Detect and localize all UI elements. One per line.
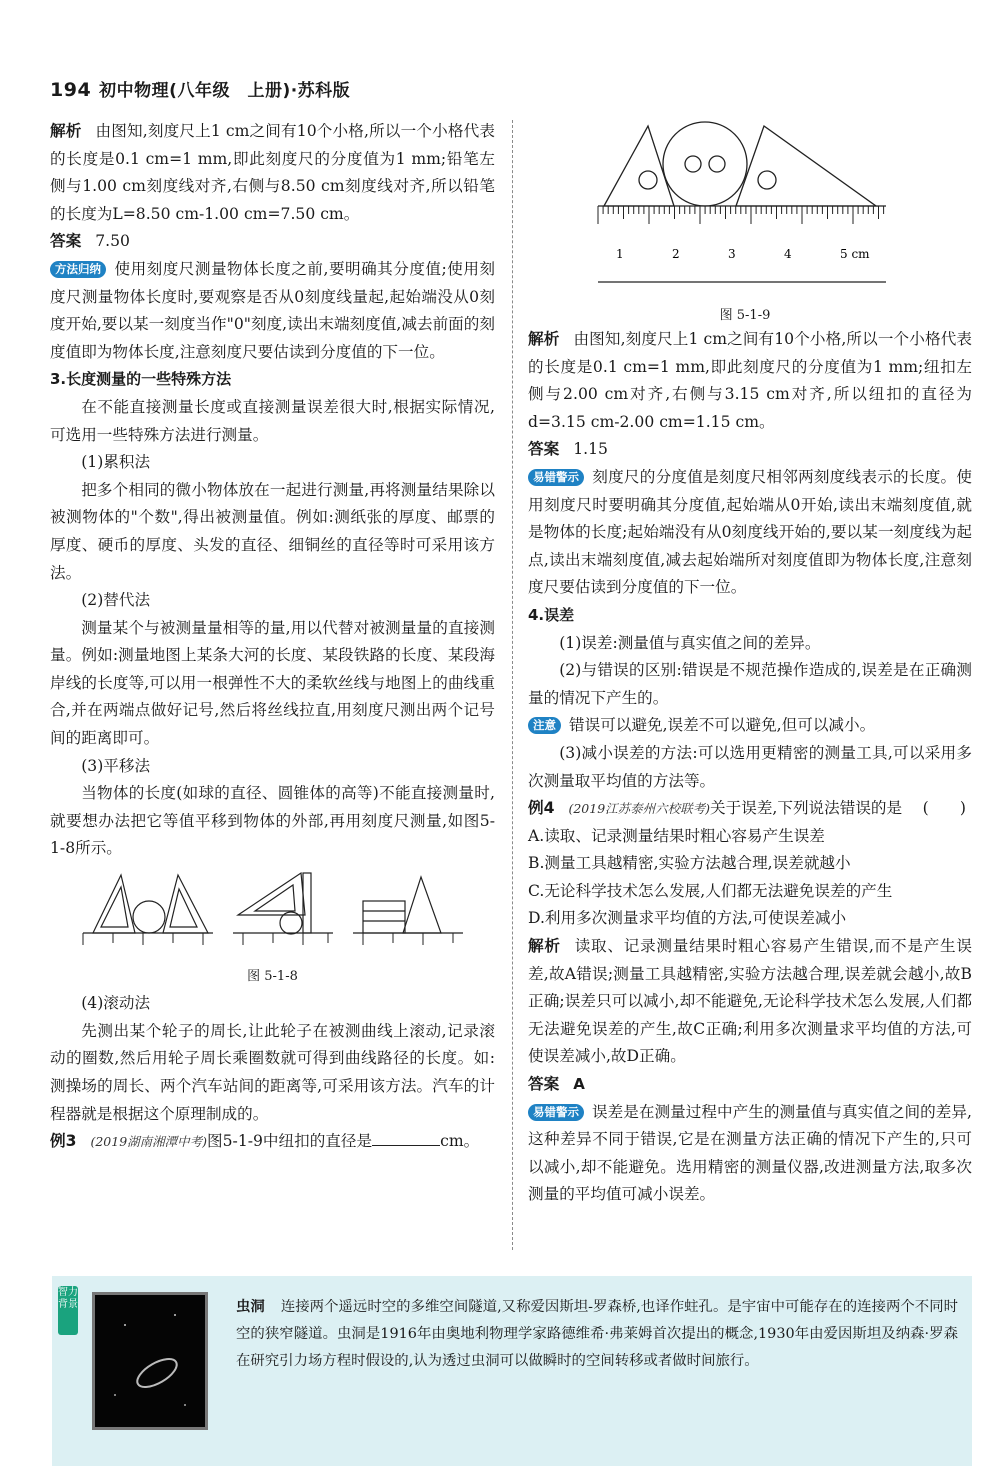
left-column [50,118,495,1156]
page-header [50,76,350,101]
tick-label: 5 cm [840,247,870,261]
warning-tag: 易错警示 [528,469,584,486]
error-point-3: (3)减小误差的方法:可以选用更精密的测量工具,可以采用多次测量取平均值的方法等。 [528,743,972,790]
tick-label: 3 [728,247,736,261]
answer-3: 答案 A [528,1075,585,1094]
wormhole-photo [92,1292,208,1430]
warning-2: 易错警示 误差是在测量过程中产生的测量值与真实值之间的差异,这种差异不同于错误,它是在测量方法正确的情况下产生的,只可以减小,却不能避免。选用精密的测量仪器,改进测量方法,取多次测量的平均值可减小误差。 [528,1102,972,1204]
answer-2: 答案 1.15 [528,440,608,459]
method-4-text: 先测出某个轮子的周长,让此轮子在被测曲线上滚动,记录滚动的圈数,然后用轮子周长乘圈数就可得到曲线路径的长度。如:测操场的周长、两个汽车站间的距离等,可采用该方法。汽车的计程器就是根据这个原理制成的。 [50,1021,495,1123]
error-point-1: (1)误差:测量值与真实值之间的差异。 [559,633,821,652]
method-1-text: 把多个相同的微小物体放在一起进行测量,再将测量结果除以被测物体的"个数",得出被测量值。例如:测纸张的厚度、邮票的厚度、硬币的厚度、头发的直径、细铜丝的直径等时可采用该方法。 [50,480,495,582]
analysis-1: 解析 由图知,刻度尺上1 cm之间有10个小格,所以一个小格代表的长度是0.1 cm=1 mm,即此刻度尺的分度值为1 mm;铅笔左侧与1.00 cm刻度线对齐,右侧与8.50 cm刻度线对齐,所以铅笔的长度为L=8.50 cm-1.00 cm=7.50 cm。 [50,122,495,223]
note-tag: 注意 [528,717,561,734]
page-number: 194 [50,79,92,101]
analysis-2: 解析 由图知,刻度尺上1 cm之间有10个小格,所以一个小格代表的长度是0.1 cm=1 mm,即此刻度尺的分度值为1 mm;纽扣左侧与2.00 cm对齐,右侧与3.15 cm对齐,所以纽扣的直径为d=3.15 cm-2.00 cm=1.15 cm。 [528,330,972,431]
note: 注意 错误可以避免,误差不可以避免,但可以减小。 [528,712,972,740]
tick-label: 4 [784,247,792,261]
background-knowledge-box [52,1276,972,1466]
method-2-text: 测量某个与被测量量相等的量,用以代替对被测量量的直接测量。例如:测量地图上某条大河的长度、某段铁路的长度、某段海岸线的长度等,可以用一根弹性不大的柔软丝线与地图上的曲线重合,并在两端点做好记号,然后将丝线拉直,用刻度尺测出两个记号间的距离即可。 [50,618,495,748]
option-b: B.测量工具越精密,实验方法越合理,误差就越小 [528,854,851,873]
method-1-title: (1)累积法 [81,453,151,472]
method-4-title: (4)滚动法 [81,994,151,1013]
tick-label: 2 [672,247,680,261]
section-4-title: 4.误差 [528,605,575,624]
method-2-title: (2)替代法 [81,591,151,610]
warning-1: 易错警示 刻度尺的分度值是刻度尺相邻两刻度线表示的长度。使用刻度尺时要明确其分度值,起始端从0开始,读出末端刻度值,就是物体的长度;起始端没有从0刻度线开始的,要以某一刻度线为起点,读出末端刻度值,减去起始端所对刻度值即为物体长度,注意刻度尺要估读到分度值的下一位。 [528,467,972,597]
figure-5-1-8-caption: 图 5-1-8 [247,968,298,984]
method-3-text: 当物体的长度(如球的直径、圆锥体的高等)不能直接测量时,就要想办法把它等值平移到物体的外部,再用刻度尺测量,如图5-1-8所示。 [50,784,495,858]
example-3: 例3 (2019湖南湘潭中考)图5-1-9中纽扣的直径是 cm。 [50,1132,480,1151]
option-d: D.利用多次测量求平均值的方法,可使误差减小 [528,909,847,928]
answer-parentheses: ( ) [922,799,966,818]
background-knowledge-text: 虫洞 连接两个遥远时空的多维空间隧道,又称爱因斯坦-罗森桥,也译作蛀孔。是宇宙中可能存在的连接两个不同时空的狭窄隧道。虫洞是1916年由奥地利物理学家路德维希·弗莱姆首次提出的概念,1930年由爱因斯坦及纳森·罗森在研究引力场方程时假设的,认为透过虫洞可以做瞬时的空间转移或者做时间旅行。 [236,1299,958,1369]
analysis-3: 解析 读取、记录测量结果时粗心容易产生错误,而不是产生误差,故A错误;测量工具越精密,实验方法越合理,误差就会越小,故B正确;误差只可以减小,却不能避免,无论科学技术怎么发展,人们都无法避免误差的产生,故C正确;利用多次测量求平均值的方法,可使误差减小,故D正确。 [528,937,972,1066]
tick-label: 1 [616,247,624,261]
column-divider [512,120,513,1250]
option-c: C.无论科学技术怎么发展,人们都无法避免误差的产生 [528,881,893,900]
answer-1: 答案 7.50 [50,232,130,251]
warning-tag: 易错警示 [528,1104,584,1121]
option-a: A.读取、记录测量结果时粗心容易产生误差 [528,826,825,845]
error-point-2: (2)与错误的区别:错误是不规范操作造成的,误差是在正确测量的情况下产生的。 [528,661,972,707]
term: 虫洞 [236,1299,265,1315]
right-column [528,326,972,1209]
figure-5-1-8 [50,863,495,990]
example-4: 例4 (2019江苏泰州六校联考)关于误差,下列说法错误的是 ( ) [528,795,972,823]
figure-5-1-9-drawing [590,118,890,288]
section-3-title: 3.长度测量的一些特殊方法 [50,370,232,389]
method-summary: 方法归纳 使用刻度尺测量物体长度之前,要明确其分度值;使用刻度尺测量物体长度时,要观察是否从0刻度线量起,起始端没从0刻度开始,要以某一刻度当作"0"刻度,读出末端刻度值,减去前面的刻度值即为物体长度,注意刻度尺要估读到分度值的下一位。 [50,259,495,361]
book-title: 初中物理(八年级 上册)·苏科版 [99,81,351,101]
method-tag: 方法归纳 [50,261,106,278]
figure-5-1-8-drawing [73,863,473,951]
side-tag: 智力背景 [58,1286,78,1335]
figure-5-1-9 [590,118,900,323]
figure-5-1-9-caption: 图 5-1-9 [719,308,771,323]
wormhole-image [95,1295,205,1427]
answer-blank [372,1131,406,1146]
method-3-title: (3)平移法 [81,756,151,775]
section-3-intro: 在不能直接测量长度或直接测量误差很大时,根据实际情况,可选用一些特殊方法进行测量。 [50,397,495,444]
answer-blank [406,1131,440,1146]
